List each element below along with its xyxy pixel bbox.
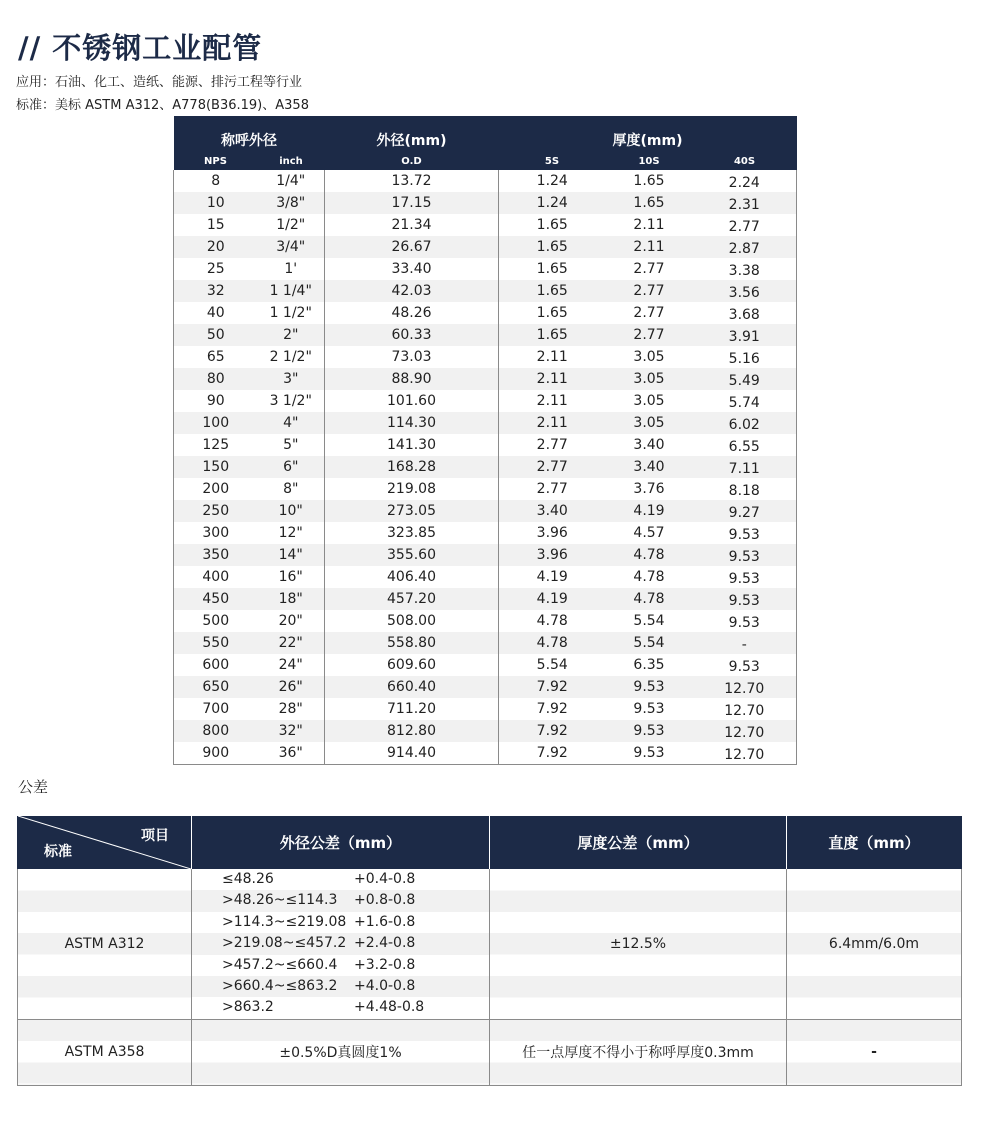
cell-s40: 5.16: [693, 346, 797, 368]
cell-s40: -: [693, 632, 797, 654]
table-row: [174, 412, 797, 434]
header-inch: inch: [258, 152, 325, 170]
cell-od: 508.00: [325, 610, 499, 632]
cell-s5: 4.78: [499, 610, 606, 632]
cell-s40: 12.70: [693, 720, 797, 742]
cell-od: 21.34: [325, 214, 499, 236]
a312-od-tolerance: [192, 869, 490, 1019]
table-row: [174, 390, 797, 412]
od-range-row: [192, 933, 489, 954]
cell-s40: 2.31: [693, 192, 797, 214]
cell-inch: 1': [258, 258, 325, 280]
table-row: [174, 610, 797, 632]
table-row: [174, 500, 797, 522]
cell-s5: 1.65: [499, 280, 606, 302]
cell-nps: 400: [174, 566, 258, 588]
cell-s10: 3.05: [606, 390, 693, 412]
cell-s40: 5.74: [693, 390, 797, 412]
cell-inch: 1/2": [258, 214, 325, 236]
cell-s5: 1.65: [499, 214, 606, 236]
cell-nps: 300: [174, 522, 258, 544]
cell-od: 660.40: [325, 676, 499, 698]
cell-nps: 500: [174, 610, 258, 632]
a358-thickness-tolerance: 任一点厚度不得小于称呼厚度0.3mm: [490, 1019, 787, 1085]
od-range-tolerance: +1.6-0.8: [354, 913, 416, 930]
tolerance-table: [17, 816, 962, 1086]
cell-s10: 9.53: [606, 742, 693, 765]
cell-s10: 3.05: [606, 346, 693, 368]
table-row: [174, 720, 797, 742]
tolerance-row-a312: [18, 869, 962, 1019]
cell-od: 73.03: [325, 346, 499, 368]
cell-inch: 14": [258, 544, 325, 566]
cell-inch: 3": [258, 368, 325, 390]
cell-s5: 1.65: [499, 236, 606, 258]
cell-inch: 32": [258, 720, 325, 742]
table-row: [174, 170, 797, 192]
cell-s40: 7.11: [693, 456, 797, 478]
header-nps: NPS: [174, 152, 258, 170]
cell-s5: 1.65: [499, 258, 606, 280]
application-line: 应用：石油、化工、造纸、能源、排污工程等行业: [16, 75, 303, 90]
table-row: [174, 192, 797, 214]
cell-s5: 4.19: [499, 588, 606, 610]
cell-s40: 9.53: [693, 654, 797, 676]
cell-od: 914.40: [325, 742, 499, 765]
cell-od: 42.03: [325, 280, 499, 302]
cell-inch: 2 1/2": [258, 346, 325, 368]
header-od-sub: O.D: [325, 152, 499, 170]
cell-s5: 2.11: [499, 346, 606, 368]
cell-inch: 8": [258, 478, 325, 500]
cell-s10: 3.76: [606, 478, 693, 500]
header-standard: 标准: [44, 844, 72, 860]
cell-nps: 50: [174, 324, 258, 346]
cell-inch: 16": [258, 566, 325, 588]
cell-s5: 7.92: [499, 698, 606, 720]
cell-nps: 250: [174, 500, 258, 522]
cell-s5: 2.11: [499, 390, 606, 412]
cell-s10: 2.77: [606, 280, 693, 302]
od-range: >457.2~≤660.4: [222, 956, 338, 973]
cell-od: 48.26: [325, 302, 499, 324]
cell-s40: 2.24: [693, 170, 797, 192]
tolerance-heading: 公差: [18, 778, 49, 796]
cell-od: 457.20: [325, 588, 499, 610]
cell-s10: 3.05: [606, 412, 693, 434]
cell-od: 26.67: [325, 236, 499, 258]
cell-s10: 3.05: [606, 368, 693, 390]
table-row: [174, 368, 797, 390]
a358-od-tolerance: ±0.5%D真圆度1%: [192, 1019, 490, 1085]
cell-s40: 2.87: [693, 236, 797, 258]
cell-s5: 2.77: [499, 456, 606, 478]
cell-od: 168.28: [325, 456, 499, 478]
cell-inch: 3/4": [258, 236, 325, 258]
cell-od: 406.40: [325, 566, 499, 588]
table-row: [174, 324, 797, 346]
od-range-tolerance: +3.2-0.8: [354, 956, 416, 973]
cell-nps: 650: [174, 676, 258, 698]
od-range-tolerance: +2.4-0.8: [354, 935, 416, 952]
cell-od: 33.40: [325, 258, 499, 280]
table-row: [174, 676, 797, 698]
cell-s5: 1.24: [499, 192, 606, 214]
cell-s40: 9.53: [693, 566, 797, 588]
cell-s5: 4.78: [499, 632, 606, 654]
cell-s40: 6.55: [693, 434, 797, 456]
cell-nps: 200: [174, 478, 258, 500]
cell-inch: 1/4": [258, 170, 325, 192]
cell-s5: 1.65: [499, 324, 606, 346]
cell-nps: 550: [174, 632, 258, 654]
cell-inch: 18": [258, 588, 325, 610]
table-row: [174, 456, 797, 478]
table-row: [174, 236, 797, 258]
cell-s10: 2.77: [606, 302, 693, 324]
table-row: [174, 434, 797, 456]
a312-standard: ASTM A312: [18, 869, 192, 1019]
cell-od: 219.08: [325, 478, 499, 500]
od-range: >219.08~≤457.2: [222, 935, 347, 952]
table-row: [174, 280, 797, 302]
size-table-body: [174, 170, 797, 765]
table-row: [174, 588, 797, 610]
cell-s5: 4.19: [499, 566, 606, 588]
cell-s5: 7.92: [499, 742, 606, 765]
cell-s5: 7.92: [499, 676, 606, 698]
cell-nps: 350: [174, 544, 258, 566]
cell-inch: 1 1/2": [258, 302, 325, 324]
cell-s10: 2.11: [606, 236, 693, 258]
cell-od: 88.90: [325, 368, 499, 390]
cell-od: 711.20: [325, 698, 499, 720]
cell-nps: 700: [174, 698, 258, 720]
od-range: >660.4~≤863.2: [222, 977, 338, 994]
table-row: [174, 654, 797, 676]
cell-s40: 3.68: [693, 302, 797, 324]
od-range-list: [192, 869, 489, 1019]
cell-s5: 7.92: [499, 720, 606, 742]
od-range: >48.26~≤114.3: [222, 892, 338, 909]
table-row: [174, 302, 797, 324]
cell-s5: 3.96: [499, 522, 606, 544]
header-40s: 40S: [693, 152, 797, 170]
table-row: [174, 632, 797, 654]
cell-s40: 3.91: [693, 324, 797, 346]
cell-nps: 25: [174, 258, 258, 280]
od-range-tolerance: +4.48-0.8: [354, 999, 425, 1016]
cell-inch: 3 1/2": [258, 390, 325, 412]
header-od: 外径(mm): [325, 116, 499, 152]
od-range-tolerance: +4.0-0.8: [354, 977, 416, 994]
cell-inch: 28": [258, 698, 325, 720]
diagonal-header-cell: [18, 816, 192, 869]
cell-s40: 9.27: [693, 500, 797, 522]
cell-s40: 12.70: [693, 698, 797, 720]
od-range-row: [192, 997, 489, 1018]
od-range-tolerance: +0.4-0.8: [354, 871, 416, 887]
cell-od: 273.05: [325, 500, 499, 522]
cell-s5: 1.24: [499, 170, 606, 192]
cell-s10: 1.65: [606, 192, 693, 214]
standard-line: 标准：美标 ASTM A312、A778(B36.19)、A358: [16, 98, 309, 113]
od-range-row: [192, 955, 489, 976]
cell-od: 609.60: [325, 654, 499, 676]
cell-s10: 9.53: [606, 698, 693, 720]
cell-inch: 10": [258, 500, 325, 522]
cell-s10: 1.65: [606, 170, 693, 192]
cell-nps: 32: [174, 280, 258, 302]
header-straightness: 直度（mm）: [787, 816, 962, 869]
page-title: // 不锈钢工业配管: [18, 31, 263, 65]
cell-inch: 1 1/4": [258, 280, 325, 302]
cell-nps: 8: [174, 170, 258, 192]
cell-od: 101.60: [325, 390, 499, 412]
cell-inch: 4": [258, 412, 325, 434]
cell-s10: 2.77: [606, 258, 693, 280]
cell-s40: 3.56: [693, 280, 797, 302]
cell-s10: 4.78: [606, 588, 693, 610]
cell-nps: 80: [174, 368, 258, 390]
cell-s40: 12.70: [693, 676, 797, 698]
cell-s40: 9.53: [693, 610, 797, 632]
cell-od: 355.60: [325, 544, 499, 566]
cell-nps: 15: [174, 214, 258, 236]
cell-s40: 8.18: [693, 478, 797, 500]
header-thickness-tolerance: 厚度公差（mm）: [490, 816, 787, 869]
cell-od: 558.80: [325, 632, 499, 654]
cell-s40: 5.49: [693, 368, 797, 390]
cell-inch: 6": [258, 456, 325, 478]
cell-nps: 40: [174, 302, 258, 324]
cell-s10: 3.40: [606, 456, 693, 478]
header-10s: 10S: [606, 152, 693, 170]
od-range: >863.2: [222, 999, 274, 1016]
cell-inch: 26": [258, 676, 325, 698]
cell-s5: 1.65: [499, 302, 606, 324]
od-range-row: [192, 890, 489, 911]
cell-od: 323.85: [325, 522, 499, 544]
cell-od: 141.30: [325, 434, 499, 456]
a358-standard: ASTM A358: [18, 1019, 192, 1085]
cell-s10: 2.77: [606, 324, 693, 346]
cell-s40: 6.02: [693, 412, 797, 434]
cell-s5: 2.77: [499, 434, 606, 456]
header-thickness: 厚度(mm): [499, 116, 797, 152]
cell-s40: 3.38: [693, 258, 797, 280]
cell-s40: 9.53: [693, 522, 797, 544]
cell-inch: 22": [258, 632, 325, 654]
header-5s: 5S: [499, 152, 606, 170]
cell-nps: 125: [174, 434, 258, 456]
od-range-tolerance: +0.8-0.8: [354, 892, 416, 909]
table-row: [174, 566, 797, 588]
cell-s10: 4.19: [606, 500, 693, 522]
cell-nps: 450: [174, 588, 258, 610]
cell-s10: 5.54: [606, 610, 693, 632]
cell-s10: 9.53: [606, 720, 693, 742]
cell-od: 13.72: [325, 170, 499, 192]
cell-s10: 9.53: [606, 676, 693, 698]
cell-s40: 9.53: [693, 544, 797, 566]
cell-s10: 4.78: [606, 566, 693, 588]
header-nominal: 称呼外径: [174, 116, 325, 152]
table-row: [174, 698, 797, 720]
cell-s5: 2.11: [499, 412, 606, 434]
cell-nps: 600: [174, 654, 258, 676]
cell-nps: 90: [174, 390, 258, 412]
table-row: [174, 742, 797, 765]
cell-od: 114.30: [325, 412, 499, 434]
cell-s10: 6.35: [606, 654, 693, 676]
cell-s5: 2.11: [499, 368, 606, 390]
cell-inch: 5": [258, 434, 325, 456]
od-range-row: [192, 912, 489, 933]
cell-nps: 100: [174, 412, 258, 434]
a312-thickness-tolerance: ±12.5%: [490, 869, 787, 1019]
cell-s5: 2.77: [499, 478, 606, 500]
cell-nps: 20: [174, 236, 258, 258]
cell-s40: 12.70: [693, 742, 797, 765]
cell-s10: 3.40: [606, 434, 693, 456]
cell-inch: 36": [258, 742, 325, 765]
cell-od: 60.33: [325, 324, 499, 346]
cell-od: 812.80: [325, 720, 499, 742]
table-row: [174, 522, 797, 544]
cell-inch: 3/8": [258, 192, 325, 214]
cell-nps: 150: [174, 456, 258, 478]
cell-s5: 5.54: [499, 654, 606, 676]
cell-nps: 65: [174, 346, 258, 368]
pipe-size-table: [173, 116, 797, 765]
table-row: [174, 258, 797, 280]
table-row: [174, 544, 797, 566]
od-range: >114.3~≤219.08: [222, 913, 347, 930]
od-range-row: [192, 869, 489, 890]
cell-nps: 900: [174, 742, 258, 765]
table-row: [174, 346, 797, 368]
tolerance-row-a358: [18, 1019, 962, 1085]
header-od-tolerance: 外径公差（mm）: [192, 816, 490, 869]
cell-inch: 20": [258, 610, 325, 632]
od-range-row: [192, 976, 489, 997]
cell-s5: 3.40: [499, 500, 606, 522]
cell-s5: 3.96: [499, 544, 606, 566]
header-item: 项目: [141, 828, 169, 844]
cell-inch: 24": [258, 654, 325, 676]
cell-s10: 5.54: [606, 632, 693, 654]
a312-straightness: 6.4mm/6.0m: [787, 869, 962, 1019]
cell-nps: 10: [174, 192, 258, 214]
cell-inch: 12": [258, 522, 325, 544]
cell-s40: 2.77: [693, 214, 797, 236]
a358-straightness: -: [787, 1019, 962, 1085]
table-row: [174, 478, 797, 500]
cell-nps: 800: [174, 720, 258, 742]
cell-s10: 2.11: [606, 214, 693, 236]
cell-od: 17.15: [325, 192, 499, 214]
cell-s10: 4.57: [606, 522, 693, 544]
table-row: [174, 214, 797, 236]
cell-s40: 9.53: [693, 588, 797, 610]
cell-inch: 2": [258, 324, 325, 346]
od-range: ≤48.26: [222, 871, 274, 887]
cell-s10: 4.78: [606, 544, 693, 566]
